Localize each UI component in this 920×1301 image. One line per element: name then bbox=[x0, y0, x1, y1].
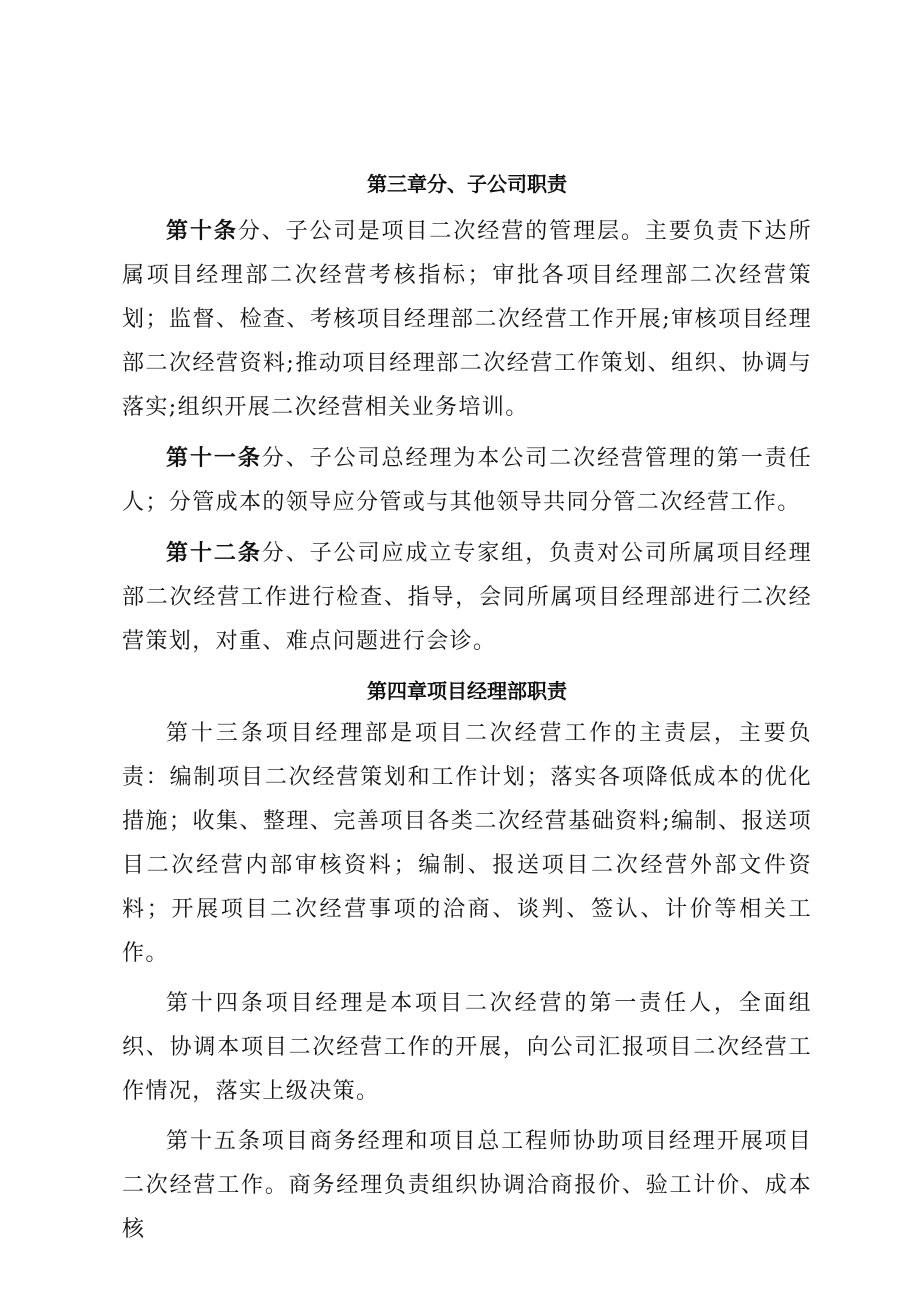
article-12 bbox=[122, 531, 812, 664]
article-12-lead: 第十二条 bbox=[166, 540, 262, 566]
chapter-3-title: 第三章分、子公司职责 bbox=[367, 172, 567, 196]
article-13: 第十三条项目经理部是项目二次经营工作的主责层，主要负责：编制项目二次经营策划和工作计划；落实各项降低成本的优化措施；收集、整理、完善项目各类二次经营基础资料;编制、报送项目二次经营内部审核资料；编制、报送项目二次经营外部文件资料；开展项目二次经营事项的洽商、谈判、签认、计价等相关工作。 bbox=[122, 721, 812, 966]
article-11-lead: 第十一条 bbox=[166, 445, 262, 471]
article-10-lead: 第十条 bbox=[166, 218, 238, 244]
article-11-text: 分、子公司总经理为本公司二次经营管理的第一责任人；分管成本的领导应分管或与其他领导共同分管二次经营工作。 bbox=[122, 446, 813, 515]
article-15: 第十五条项目商务经理和项目总工程师协助项目经理开展项目二次经营工作。商务经理负责组织协调洽商报价、验工计价、成本核 bbox=[122, 1129, 812, 1242]
article-10-text: 分、子公司是项目二次经营的管理层。主要负责下达所属项目经理部二次经营考核指标；审批各项目经理部二次经营策划；监督、检查、考核项目经理部二次经营工作开展;审核项目经理部二次经营资料;推动项目经理部二次经营工作策划、组织、协调与落实;组织开展二次经营相关业务培训。 bbox=[122, 219, 812, 420]
document-page bbox=[122, 163, 812, 1252]
article-11 bbox=[122, 436, 812, 525]
article-12-text: 分、子公司应成立专家组，负责对公司所属项目经理部二次经营工作进行检查、指导，会同所属项目经理部进行二次经营策划，对重、难点问题进行会诊。 bbox=[122, 541, 813, 654]
chapter-4-title: 第四章项目经理部职责 bbox=[367, 679, 567, 703]
article-14: 第十四条项目经理是本项目二次经营的第一责任人，全面组织、协调本项目二次经营工作的开展，向公司汇报项目二次经营工作情况，落实上级决策。 bbox=[122, 991, 812, 1104]
article-10 bbox=[122, 209, 812, 430]
